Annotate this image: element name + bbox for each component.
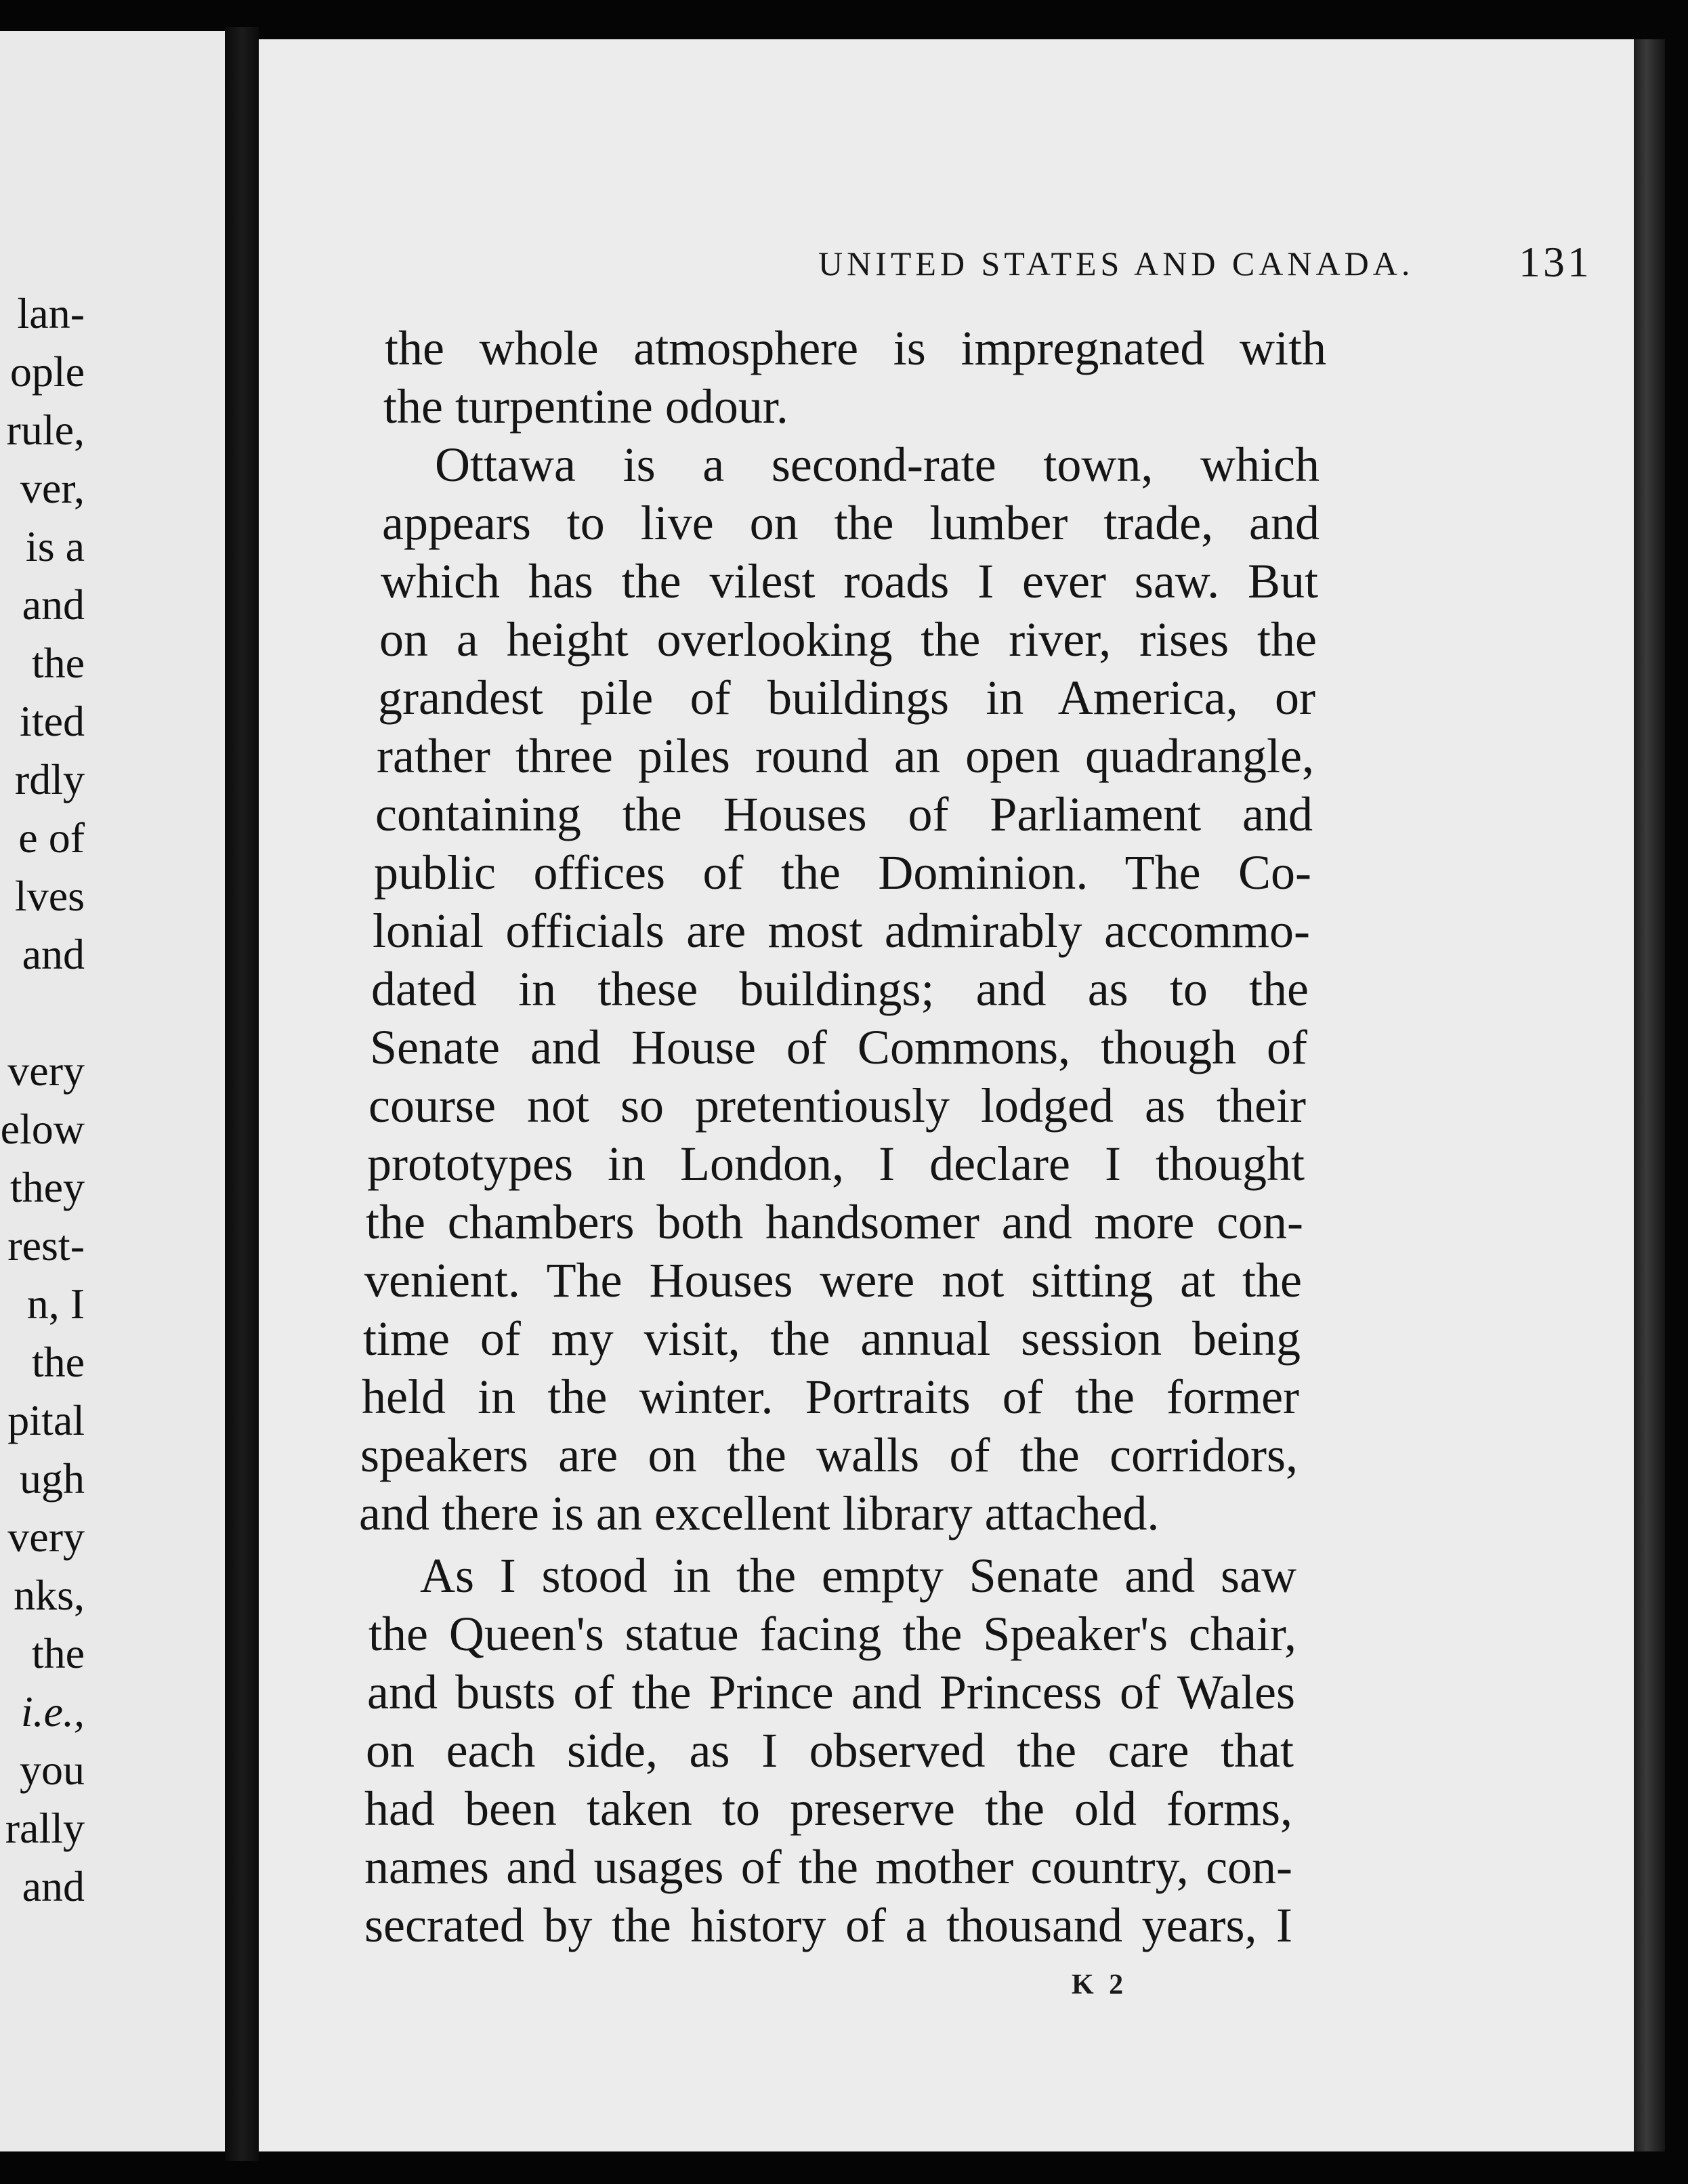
left-line: very bbox=[7, 1513, 85, 1561]
text-line: which has the vilest roads I ever saw. But bbox=[381, 554, 1318, 608]
left-line: i.e., bbox=[20, 1687, 85, 1736]
text-line: and there is an excellent library attached. bbox=[359, 1486, 1160, 1540]
text-line: the turpentine odour. bbox=[383, 379, 788, 434]
text-line: appears to live on the lumber trade, and bbox=[382, 496, 1320, 550]
left-line: rest- bbox=[7, 1221, 85, 1269]
left-line: lan- bbox=[17, 289, 85, 337]
text-line: public offices of the Dominion. The Co- bbox=[374, 845, 1311, 900]
left-line: very bbox=[7, 1047, 85, 1095]
left-line: pital bbox=[7, 1396, 85, 1444]
left-line: and bbox=[22, 1862, 85, 1910]
left-line: is a bbox=[25, 522, 85, 570]
text-line: dated in these buildings; and as to the bbox=[371, 962, 1309, 1016]
text-line: rather three piles round an open quadrangle, bbox=[377, 729, 1314, 783]
text-line: had been taken to preserve the old forms, bbox=[364, 1782, 1292, 1836]
left-line: e of bbox=[18, 814, 85, 862]
left-line: ople bbox=[9, 348, 85, 396]
page-number: 131 bbox=[1519, 238, 1592, 286]
text-line: and busts of the Prince and Princess of Wales bbox=[367, 1665, 1295, 1719]
text-line: lonial officials are most admirably accommo- bbox=[373, 904, 1310, 958]
text-line: the whole atmosphere is impregnated with bbox=[385, 321, 1326, 375]
text-line: secrated by the history of a thousand years, I bbox=[364, 1898, 1292, 1952]
text-line: Senate and House of Commons, though of bbox=[370, 1020, 1307, 1074]
text-line: speakers are on the walls of the corridors, bbox=[360, 1428, 1298, 1482]
left-line: and bbox=[22, 930, 85, 978]
text-line: As I stood in the empty Senate and saw bbox=[420, 1549, 1296, 1603]
left-line: lves bbox=[14, 872, 85, 920]
left-page bbox=[0, 31, 225, 2151]
page-edge bbox=[1634, 39, 1665, 2151]
left-line: the bbox=[31, 1338, 85, 1386]
text-line: on each side, as I observed the care that bbox=[366, 1723, 1294, 1778]
text-line: venient. The Houses were not sitting at the bbox=[364, 1253, 1302, 1307]
text-line: Ottawa is a second-rate town, which bbox=[435, 438, 1320, 492]
text-line: held in the winter. Portraits of the former bbox=[362, 1370, 1299, 1424]
text-line: containing the Houses of Parliament and bbox=[375, 787, 1313, 841]
left-line: they bbox=[9, 1163, 85, 1211]
left-line: rule, bbox=[6, 406, 85, 454]
left-line: the bbox=[31, 639, 85, 687]
left-line: ugh bbox=[20, 1454, 85, 1503]
left-line: ited bbox=[20, 697, 85, 745]
left-line: you bbox=[20, 1746, 85, 1794]
left-line: and bbox=[22, 581, 85, 629]
left-line: rdly bbox=[14, 755, 85, 803]
text-line: the chambers both handsomer and more con- bbox=[366, 1195, 1303, 1249]
running-head: UNITED STATES AND CANADA. bbox=[818, 245, 1414, 282]
left-line: ver, bbox=[20, 464, 85, 512]
text-line: prototypes in London, I declare I thought bbox=[367, 1137, 1305, 1191]
text-line: course not so pretentiously lodged as their bbox=[368, 1078, 1306, 1133]
left-line: rally bbox=[5, 1804, 85, 1852]
left-line: the bbox=[31, 1629, 85, 1677]
left-line: nks, bbox=[14, 1571, 85, 1619]
text-line: on a height overlooking the river, rises the bbox=[379, 612, 1317, 667]
body-text bbox=[259, 39, 1634, 2151]
right-page bbox=[259, 39, 1634, 2151]
text-line: grandest pile of buildings in America, or bbox=[378, 671, 1315, 725]
left-line: elow bbox=[0, 1105, 85, 1153]
left-line: n, I bbox=[26, 1280, 85, 1328]
text-line: the Queen's statue facing the Speaker's chair, bbox=[368, 1607, 1296, 1661]
signature-mark: K 2 bbox=[1072, 1969, 1128, 2000]
book-gutter bbox=[225, 27, 259, 2161]
text-line: names and usages of the mother country, con- bbox=[364, 1840, 1292, 1894]
text-line: time of my visit, the annual session being bbox=[363, 1311, 1301, 1366]
